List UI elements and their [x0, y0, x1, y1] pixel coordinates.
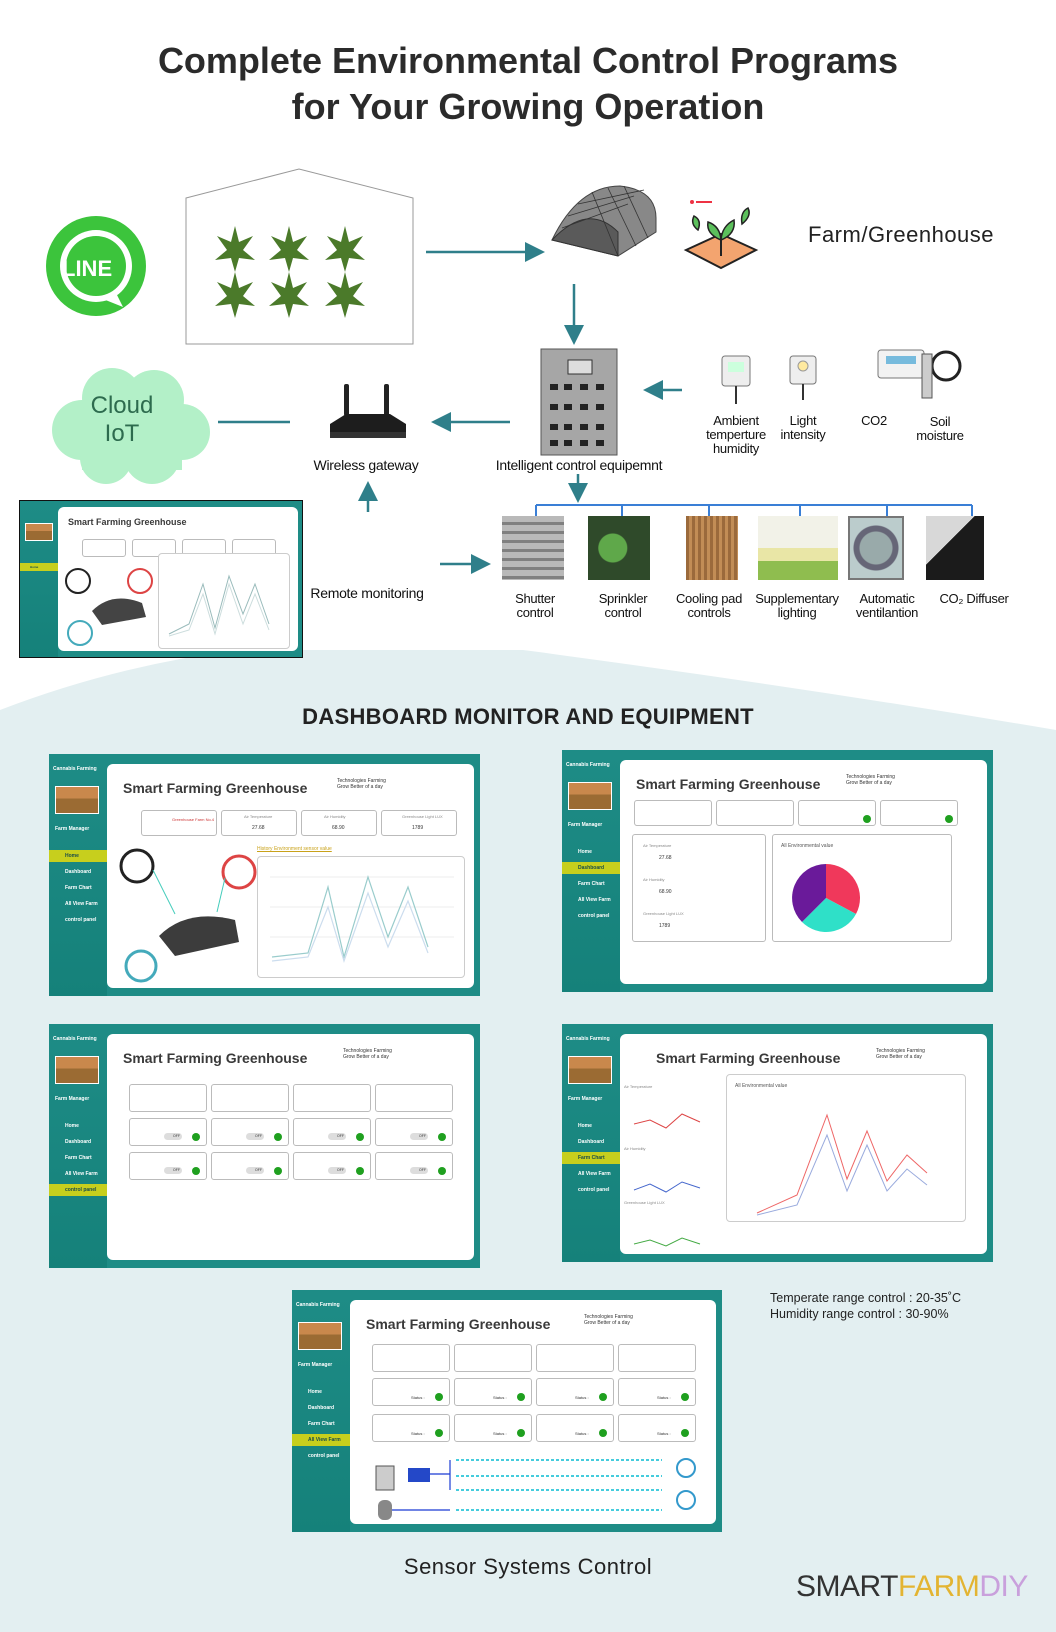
solenoid-valve-3-control [293, 1152, 371, 1180]
brand-logo [796, 1570, 1028, 1604]
equipment-label-line: ventilantion [855, 605, 919, 620]
greenhouse-card [372, 1344, 450, 1372]
equipment-label-line: Supplementary [755, 591, 839, 606]
app-subtitle [584, 1314, 633, 1326]
status-dot [945, 815, 953, 823]
solenoid-1-status [372, 1414, 450, 1442]
temperature-humidity-sensor-icon [718, 354, 754, 406]
sensor-label-co2: CO2 [861, 413, 887, 428]
co2-diffuser-photo [926, 516, 984, 580]
equipment-label-line: control [604, 605, 642, 620]
status-dot [192, 1167, 200, 1175]
range-notes [770, 1290, 961, 1322]
air-temp-label: Air Temperature [244, 814, 273, 819]
status-dot [681, 1429, 689, 1437]
status-label: Status : [411, 1431, 425, 1436]
air-temp-card [221, 810, 297, 836]
spray-control [211, 1118, 289, 1146]
app-subtitle-line: Grow Better of a day [584, 1320, 630, 1326]
humidity-card [301, 810, 377, 836]
menu-control-panel[interactable]: control panel [578, 913, 610, 919]
status-dot [192, 1133, 200, 1141]
light-value: 1789 [659, 923, 671, 929]
equipment-label-shutter [500, 592, 570, 620]
menu-control-panel[interactable]: control panel [578, 1187, 610, 1193]
farm-greenhouse-label: Farm/Greenhouse [808, 222, 995, 247]
sensor-label-line: humidity [712, 441, 759, 456]
air-temp-label: Air Temperature [643, 843, 672, 848]
thumb-chart-lines [159, 554, 289, 648]
remote-monitoring-screenshot [19, 500, 303, 658]
greenhouse-card [141, 810, 217, 836]
equipment-label-sprinkler [588, 592, 658, 620]
screenshot-home [49, 754, 480, 996]
gateway-label: Wireless gateway [313, 457, 419, 473]
environment-pie-chart [789, 861, 863, 935]
app-subtitle-line: Technologies Farming [337, 778, 386, 784]
evap-fan-status [536, 1378, 614, 1406]
menu-control-panel[interactable]: control panel [65, 917, 97, 923]
led-toggle[interactable]: OFF [164, 1133, 182, 1140]
status-dot [435, 1393, 443, 1401]
status-dot [863, 815, 871, 823]
status-dot [435, 1429, 443, 1437]
equipment-label-line: control [516, 605, 554, 620]
humidity-label: Air Humidity [624, 1146, 646, 1151]
cooling-pad-toggle[interactable]: OFF [410, 1133, 428, 1140]
dashboard-heading: DASHBOARD MONITOR AND EQUIPMENT [302, 704, 754, 729]
status-dot [274, 1167, 282, 1175]
status-label: Status : [657, 1395, 671, 1400]
sidebar [562, 750, 620, 992]
menu-all-view-farm[interactable]: All View Farm [578, 897, 611, 903]
equipment-label-co2-diffuser: CO₂ Diffuser [939, 591, 1009, 606]
menu-farm-chart[interactable]: Farm Chart [65, 885, 92, 891]
menu-control-panel[interactable]: control panel [49, 1184, 107, 1196]
farm-manager-label: Farm Manager [55, 826, 90, 832]
app-subtitle [337, 778, 386, 790]
sensor-label-line: intensity [780, 427, 826, 442]
thumb-card [82, 539, 126, 557]
menu-farm-chart[interactable]: Farm Chart [308, 1421, 335, 1427]
menu-home[interactable]: Home [578, 849, 592, 855]
ventilation-fan-photo [848, 516, 904, 580]
app-subtitle [343, 1048, 392, 1060]
history-link[interactable]: History Environment sensor value [257, 846, 332, 852]
env-value-label: All Environmental value [735, 1083, 788, 1089]
light-label: Greenhouse Light LUX [643, 911, 684, 916]
status-dot [274, 1133, 282, 1141]
env-value-label: All Environmental value [781, 843, 834, 849]
mini-charts [630, 1094, 720, 1254]
environment-pie-card [772, 834, 952, 942]
menu-home[interactable]: Home [308, 1389, 322, 1395]
inside-fan-status [618, 1414, 696, 1442]
greenhouse-card [129, 1084, 207, 1112]
menu-farm-chart[interactable]: Farm Chart [578, 881, 605, 887]
supplementary-lighting-photo [758, 516, 838, 580]
water-system-diagram [372, 1450, 702, 1524]
menu-farm-chart[interactable]: Farm Chart [562, 1152, 620, 1164]
farm-plant-icon [682, 194, 760, 272]
sensor-label-line: Ambient [713, 413, 759, 428]
humidity-card [536, 1344, 614, 1372]
solenoid-valve-2-control [211, 1152, 289, 1180]
app-title: Smart Farming Greenhouse [366, 1316, 551, 1332]
environment-chart-lines [727, 1095, 965, 1221]
soil-moisture-sensor-icon [916, 348, 962, 400]
menu-all-view-farm[interactable]: All View Farm [578, 1171, 611, 1177]
status-label: Status : [575, 1395, 589, 1400]
thumb-gauges [62, 561, 162, 651]
crop-card [634, 800, 712, 826]
app-subtitle-line: Grow Better of a day [846, 780, 892, 786]
light-card [375, 1084, 453, 1112]
light-card [381, 810, 457, 836]
cloud-iot-label [42, 392, 202, 448]
sidebar [292, 1290, 350, 1532]
dashboard-content [107, 764, 474, 988]
cooling-pad-control [375, 1118, 453, 1146]
farmer-photo [568, 782, 612, 810]
air-temp-label: Air Temperature [624, 1084, 653, 1089]
app-title: Smart Farming Greenhouse [123, 780, 308, 796]
app-title: Smart Farming Greenhouse [636, 776, 821, 792]
sensor-label-line: moisture [916, 428, 964, 443]
app-title: Smart Farming Greenhouse [123, 1050, 308, 1066]
solenoid-3-toggle[interactable]: OFF [328, 1167, 346, 1174]
equipment-label-line: controls [687, 605, 731, 620]
evap-fan-toggle[interactable]: OFF [328, 1133, 346, 1140]
screenshot-control-panel [49, 1024, 480, 1268]
air-temp-value: 27.68 [252, 825, 265, 831]
equipment-label-line: Automatic [859, 591, 915, 606]
led-status [372, 1378, 450, 1406]
led-card [798, 800, 876, 826]
light-label: Greenhouse Light LUX [624, 1200, 665, 1205]
spray-toggle[interactable]: OFF [246, 1133, 264, 1140]
spray-status [454, 1378, 532, 1406]
status-dot [517, 1393, 525, 1401]
thumb-history-chart [158, 553, 290, 649]
menu-home[interactable]: Home [578, 1123, 592, 1129]
spray-card [880, 800, 958, 826]
app-subtitle-line: Technologies Farming [343, 1048, 392, 1054]
menu-dashboard[interactable]: Dashboard [65, 869, 92, 875]
status-dot [356, 1133, 364, 1141]
menu-dashboard[interactable]: Dashboard [308, 1405, 335, 1411]
status-label: Status : [493, 1431, 507, 1436]
dashboard-content [620, 760, 987, 984]
menu-control-panel[interactable]: control panel [308, 1453, 340, 1459]
air-temp-value: 27.68 [659, 855, 672, 861]
greenhouse-tunnel-icon [548, 182, 660, 262]
sidebar-brand: Cannabis Farming [296, 1302, 340, 1308]
brand-part-diy: DIY [979, 1570, 1028, 1603]
title-line-2: for Your Growing Operation [291, 86, 765, 127]
farm-manager-label: Farm Manager [298, 1362, 333, 1368]
solenoid-3-status [536, 1414, 614, 1442]
light-sensor-icon [786, 354, 820, 402]
humidity-range-note: Humidity range control : 30-90% [770, 1307, 949, 1321]
menu-all-view-farm[interactable]: All View Farm [65, 1171, 98, 1177]
light-label: Greenhouse Light LUX [402, 814, 443, 819]
sensor-systems-label: Sensor Systems Control [403, 1554, 653, 1579]
app-subtitle-line: Technologies Farming [584, 1314, 633, 1320]
sidebar-brand: Cannabis Farming [53, 766, 97, 772]
equipment-label-line: Cooling pad [675, 591, 743, 606]
sensor-label-light [770, 414, 836, 442]
environment-chart [726, 1074, 966, 1222]
humidity-value: 68.90 [659, 889, 672, 895]
sensor-readings-card [632, 834, 766, 942]
wireless-gateway-icon [326, 384, 410, 446]
farmer-photo [298, 1322, 342, 1350]
app-subtitle-line: Grow Better of a day [876, 1054, 922, 1060]
temperature-range-note: Temperate range control : 20-35˚C [770, 1291, 962, 1305]
sensor-label-ambient [700, 414, 772, 456]
sidebar-brand: Cannabis Farming [566, 1036, 610, 1042]
light-card [618, 1344, 696, 1372]
sensor-label-soil [908, 415, 972, 443]
inside-fan-toggle[interactable]: OFF [410, 1167, 428, 1174]
menu-dashboard[interactable]: Dashboard [578, 1139, 605, 1145]
history-chart [257, 856, 465, 978]
app-subtitle-line: Grow Better of a day [343, 1054, 389, 1060]
app-subtitle-line: Grow Better of a day [337, 784, 383, 790]
menu-dashboard[interactable]: Dashboard [65, 1139, 92, 1145]
sensor-label-line: Light [789, 413, 817, 428]
equipment-label-line: Sprinkler [598, 591, 648, 606]
area-card [716, 800, 794, 826]
gauges-and-greenhouse [117, 844, 257, 984]
humidity-value: 68.90 [332, 825, 345, 831]
thumb-content [58, 507, 298, 651]
sidebar-brand: Cannabis Farming [53, 1036, 97, 1042]
status-dot [517, 1429, 525, 1437]
dashboard-content [350, 1300, 716, 1524]
farmer-photo [55, 1056, 99, 1084]
farmer-photo [55, 786, 99, 814]
control-cabinet-icon [540, 348, 618, 456]
solenoid-valve-1-control [129, 1152, 207, 1180]
farm-manager-label: Farm Manager [568, 1096, 603, 1102]
equipment-label-ventilation [846, 592, 928, 620]
app-subtitle-line: Technologies Farming [876, 1048, 925, 1054]
cloud-label-line-2: IoT [104, 420, 140, 447]
menu-farm-chart[interactable]: Farm Chart [65, 1155, 92, 1161]
equipment-label-line: lighting [777, 605, 817, 620]
equipment-label-line: Shutter [515, 591, 555, 606]
screenshot-all-view-farm [292, 1290, 722, 1532]
brand-part-farm: FARM [897, 1570, 980, 1603]
app-subtitle [876, 1048, 925, 1060]
light-value: 1789 [412, 825, 424, 831]
humidity-card [293, 1084, 371, 1112]
status-label: Status : [657, 1431, 671, 1436]
solenoid-2-status [454, 1414, 532, 1442]
greenhouse-name: Greenhouse Farm No.4 [172, 817, 215, 822]
equipment-label-lighting [748, 592, 846, 620]
status-dot [599, 1393, 607, 1401]
app-subtitle-line: Technologies Farming [846, 774, 895, 780]
thumb-menu-home: Home [20, 563, 58, 571]
cooling-pad-photo [686, 516, 738, 580]
solenoid-1-toggle[interactable]: OFF [164, 1167, 182, 1174]
inside-fan-control [375, 1152, 453, 1180]
status-label: Status : [411, 1395, 425, 1400]
humidity-label: Air Humidity [324, 814, 346, 819]
sidebar [562, 1024, 620, 1262]
menu-all-view-farm[interactable]: All View Farm [65, 901, 98, 907]
dashboard-content [107, 1034, 474, 1260]
farm-manager-label: Farm Manager [568, 822, 603, 828]
sidebar-brand: Cannabis Farming [566, 762, 610, 768]
farmer-photo [568, 1056, 612, 1084]
sidebar [49, 754, 107, 996]
sensor-label-line: Soil [929, 414, 951, 429]
title-line-1: Complete Environmental Control Programs [157, 40, 899, 81]
brand-part-smart: SMART [796, 1570, 898, 1603]
menu-home[interactable]: Home [65, 1123, 79, 1129]
sprinkler-photo [588, 516, 650, 580]
led-control [129, 1118, 207, 1146]
screenshot-farm-chart [562, 1024, 993, 1262]
status-dot [681, 1393, 689, 1401]
status-dot [438, 1133, 446, 1141]
thumb-app-title: Smart Farming Greenhouse [68, 517, 187, 527]
farmer-photo [25, 523, 53, 541]
sensor-label-line: temperture [706, 427, 766, 442]
status-dot [356, 1167, 364, 1175]
remote-monitoring-label: Remote monitoring [310, 585, 424, 601]
cooling-pad-status [618, 1378, 696, 1406]
status-dot [438, 1167, 446, 1175]
humidity-label: Air Humidity [643, 877, 665, 882]
air-temp-card [454, 1344, 532, 1372]
history-chart-lines [258, 857, 464, 977]
thumb-sidebar [20, 501, 58, 657]
status-dot [599, 1429, 607, 1437]
screenshot-dashboard [562, 750, 993, 992]
menu-dashboard[interactable]: Dashboard [562, 862, 620, 874]
status-label: Status : [493, 1395, 507, 1400]
app-title: Smart Farming Greenhouse [656, 1050, 841, 1066]
app-subtitle [846, 774, 895, 786]
dashboard-content [620, 1034, 987, 1254]
cloud-label-line-1: Cloud [90, 392, 154, 419]
controller-label: Intelligent control equipemnt [495, 457, 663, 473]
air-temp-card [211, 1084, 289, 1112]
sidebar [49, 1024, 107, 1268]
line-logo-text: LINE [62, 256, 113, 281]
equipment-label-cooling-pad [666, 592, 752, 620]
solenoid-2-toggle[interactable]: OFF [246, 1167, 264, 1174]
evap-fan-control [293, 1118, 371, 1146]
menu-all-view-farm[interactable]: All View Farm [292, 1434, 350, 1446]
menu-home[interactable]: Home [49, 850, 107, 862]
status-label: Status : [575, 1431, 589, 1436]
farm-manager-label: Farm Manager [55, 1096, 90, 1102]
shutter-photo [502, 516, 564, 580]
